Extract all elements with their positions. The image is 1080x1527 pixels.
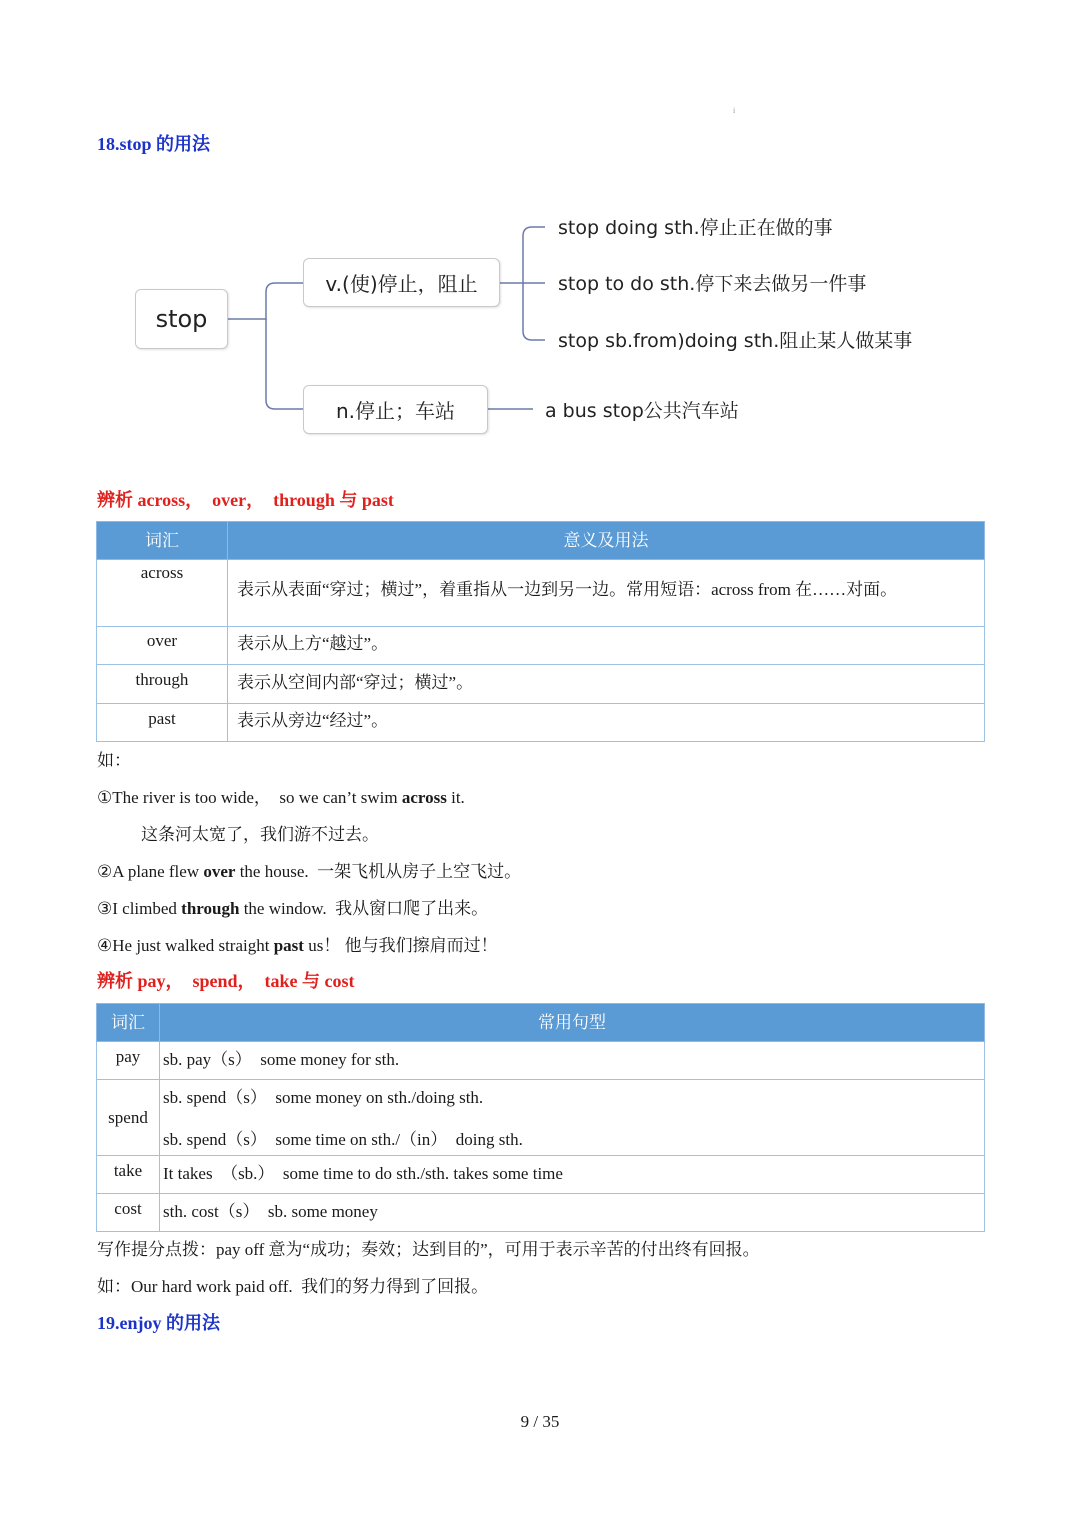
table-row: [97, 1194, 985, 1232]
table-row: [97, 1080, 985, 1156]
compare-across-heading: 辨析 across， over， through 与 past: [97, 490, 394, 510]
table-header-word: 词汇: [97, 1004, 160, 1042]
example-1-translation: 这条河太宽了，我们游不过去。: [141, 825, 379, 844]
meaning-cell: 表示从空间内部“穿过；横过”。: [237, 673, 474, 692]
word-cell: through: [135, 670, 189, 689]
table-row: [97, 1042, 985, 1080]
pattern-cell: It takes （sb.） some time to do sth./sth. takes some time: [163, 1164, 563, 1183]
mindmap-connectors: [0, 0, 1080, 460]
word-cell: take: [113, 1161, 143, 1180]
mindmap-leaf: a bus stop公共汽车站: [545, 400, 739, 422]
meaning-cell: 表示从上方“越过”。: [237, 634, 389, 653]
pattern-cell: sb. pay（s） some money for sth.: [163, 1050, 400, 1069]
table-row: [97, 1156, 985, 1194]
section-19-title: 19.enjoy 的用法: [97, 1313, 220, 1333]
pattern-cell: sb. spend（s） some time on sth./（in） doing sth.: [163, 1130, 523, 1149]
mindmap-leaf: stop doing sth.停止正在做的事: [558, 217, 833, 239]
table-row: [97, 704, 985, 742]
example-4: ④He just walked straight past us！ 他与我们擦肩而过！: [97, 936, 498, 955]
table-row: [97, 665, 985, 704]
table-header-pattern: 常用句型: [160, 1004, 985, 1042]
word-cell: spend: [108, 1107, 148, 1127]
meaning-cell: 表示从表面“穿过；横过”，着重指从一边到另一边。常用短语：across from 在……对面。: [237, 580, 898, 599]
mindmap-root-node: stop: [135, 289, 228, 349]
meaning-cell: 表示从旁边“经过”。: [237, 711, 389, 730]
word-cell: past: [148, 709, 176, 728]
example-1: ①The river is too wide， so we can’t swim across it.: [97, 788, 465, 807]
page-number: 9 / 35: [520, 1412, 560, 1431]
word-cell: across: [140, 563, 184, 582]
writing-tip: 写作提分点拨：pay off 意为“成功；奏效；达到目的”，可用于表示辛苦的付出终有回报。: [97, 1240, 760, 1259]
mindmap-leaf: stop sb.from)doing sth.阻止某人做某事: [558, 330, 913, 352]
table-row: [97, 627, 985, 665]
across-over-table: [96, 521, 985, 742]
top-mark: i: [733, 106, 736, 115]
pattern-cell: sb. spend（s） some money on sth./doing sth.: [163, 1088, 484, 1107]
pattern-cell: sth. cost（s） sb. some money: [163, 1202, 378, 1221]
table-header-meaning: 意义及用法: [228, 522, 985, 560]
compare-pay-heading: 辨析 pay， spend， take 与 cost: [97, 971, 355, 991]
word-cell: over: [146, 631, 178, 650]
mindmap-leaf: stop to do sth.停下来去做另一件事: [558, 273, 867, 295]
examples-intro: 如：: [97, 751, 131, 770]
mindmap-verb-node: v.(使)停止，阻止: [303, 258, 500, 307]
writing-tip-example: 如：Our hard work paid off. 我们的努力得到了回报。: [97, 1277, 489, 1296]
word-cell: pay: [115, 1047, 141, 1066]
pay-spend-table: [96, 1003, 985, 1232]
section-18-title: 18.stop 的用法: [97, 134, 211, 154]
example-3: ③I climbed through the window. 我从窗口爬了出来。: [97, 899, 489, 918]
mindmap-noun-node: n.停止；车站: [303, 385, 488, 434]
table-header-word: 词汇: [97, 522, 228, 560]
example-2: ②A plane flew over the house. 一架飞机从房子上空飞过。: [97, 862, 522, 881]
table-row: [97, 560, 985, 627]
word-cell: cost: [114, 1199, 142, 1218]
